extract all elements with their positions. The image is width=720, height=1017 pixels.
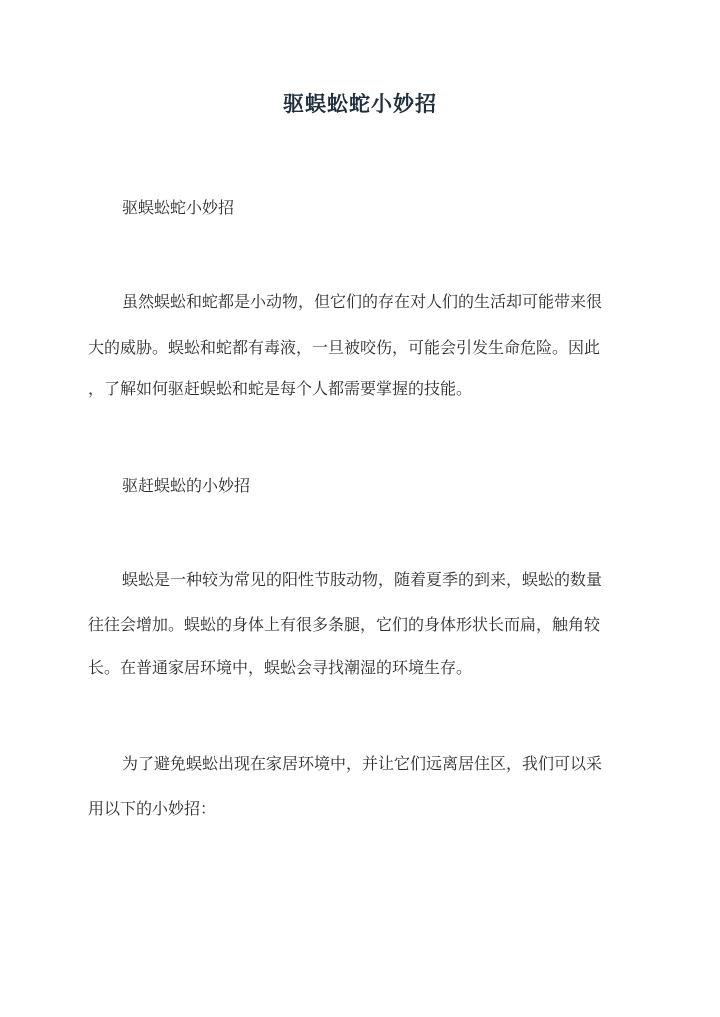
paragraph-3-line-1: 为了避免蜈蚣出现在家居环境中，并让它们远离居住区，我们可以采 xyxy=(122,754,603,773)
paragraph-2-line-3: 长。在普通家居环境中，蜈蚣会寻找潮湿的环境生存。 xyxy=(88,658,473,677)
paragraph-1-line-3: ，了解如何驱赶蜈蚣和蛇是每个人都需要掌握的技能。 xyxy=(88,379,473,398)
paragraph-1-line-2: 大的威胁。蜈蚣和蛇都有毒液，一旦被咬伤，可能会引发生命危险。因此 xyxy=(88,338,601,357)
paragraph-2-line-1: 蜈蚣是一种较为常见的阳性节肢动物，随着夏季的到来，蜈蚣的数量 xyxy=(122,570,603,589)
section-heading: 驱赶蜈蚣的小妙招 xyxy=(122,476,251,495)
paragraph-3-line-2: 用以下的小妙招： xyxy=(88,799,217,818)
paragraph-1-line-1: 虽然蜈蚣和蛇都是小动物，但它们的存在对人们的生活却可能带来很 xyxy=(122,292,603,311)
paragraph-2-line-2: 往往会增加。蜈蚣的身体上有很多条腿，它们的身体形状长而扁，触角较 xyxy=(88,615,601,634)
document-title: 驱蜈蚣蛇小妙招 xyxy=(283,91,437,116)
subtitle: 驱蜈蚣蛇小妙招 xyxy=(122,198,235,217)
